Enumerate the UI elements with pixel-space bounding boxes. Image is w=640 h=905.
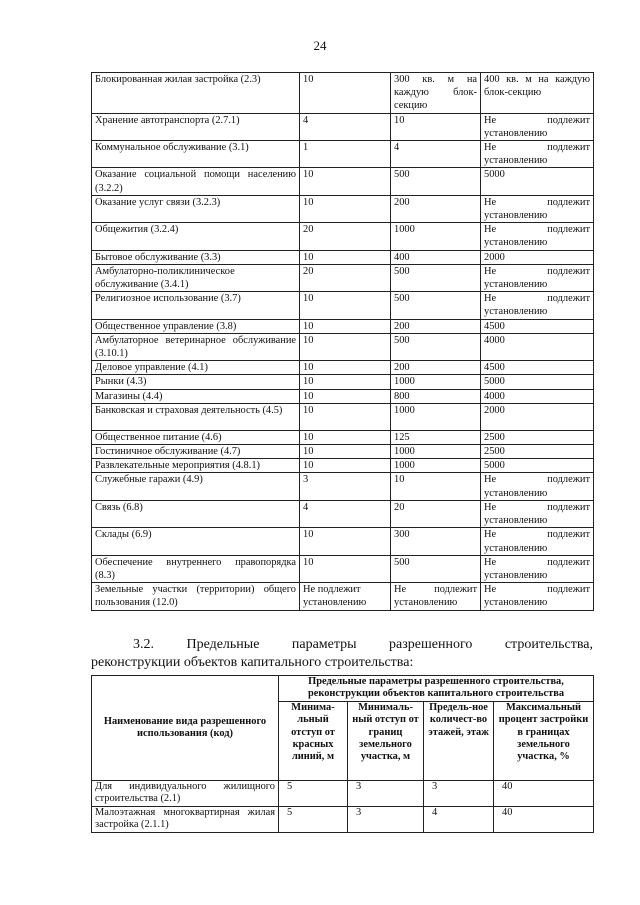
min-plot-area-cell: 10 bbox=[300, 375, 391, 389]
max-area-cell: 5000 bbox=[481, 168, 594, 195]
max-area-cell: 4000 bbox=[481, 333, 594, 360]
use-type-cell: Коммунальное обслуживание (3.1) bbox=[92, 141, 300, 168]
min-plot-area-cell: 4 bbox=[300, 113, 391, 140]
table-row bbox=[92, 264, 594, 291]
table-row bbox=[92, 500, 594, 527]
min-plot-area-cell: 10 bbox=[300, 430, 391, 444]
header-use-type: Наименование вида разрешенного использования (код) bbox=[92, 676, 279, 781]
min-area-cell: 125 bbox=[391, 430, 481, 444]
use-type-cell: Блокированная жилая застройка (2.3) bbox=[92, 73, 300, 114]
heading-word: Предельные bbox=[186, 637, 260, 652]
table-row bbox=[92, 195, 594, 222]
heading-word: параметры bbox=[291, 637, 357, 652]
min-area-cell: 400 bbox=[391, 250, 481, 264]
header-max-floors: Предель-ное количест-во этажей, этаж bbox=[424, 701, 494, 780]
heading-line-2: реконструкции объектов капитального строительства: bbox=[91, 655, 414, 670]
table-row bbox=[92, 403, 594, 430]
table-row bbox=[92, 459, 594, 473]
min-area-cell: 500 bbox=[391, 333, 481, 360]
use-type-cell: Религиозное использование (3.7) bbox=[92, 292, 300, 319]
max-floors-cell: 4 bbox=[424, 806, 494, 832]
max-area-cell: Не подлежит установлению bbox=[481, 583, 594, 610]
min-area-cell: 200 bbox=[391, 361, 481, 375]
table-row bbox=[92, 780, 594, 806]
max-area-cell: Не подлежит установлению bbox=[481, 555, 594, 582]
min-plot-area-cell: 20 bbox=[300, 264, 391, 291]
min-plot-area-cell: Не подлежит установлению bbox=[300, 583, 391, 610]
use-type-cell: Общественное питание (4.6) bbox=[92, 430, 300, 444]
max-coverage-cell: 40 bbox=[494, 780, 594, 806]
max-area-cell: Не подлежит установлению bbox=[481, 264, 594, 291]
min-area-cell: 10 bbox=[391, 113, 481, 140]
min-area-cell: Не подлежит установлению bbox=[391, 583, 481, 610]
min-area-cell: 1000 bbox=[391, 459, 481, 473]
use-type-cell: Служебные гаражи (4.9) bbox=[92, 473, 300, 500]
table-row bbox=[92, 375, 594, 389]
header-boundary-setback: Минималь-ный отступ от границ земельного участка, м bbox=[348, 701, 424, 780]
use-type-cell: Амбулаторное ветеринарное обслуживание (3.10.1) bbox=[92, 333, 300, 360]
max-area-cell: 400 кв. м на каждую блок-секцию bbox=[481, 73, 594, 114]
min-area-cell: 500 bbox=[391, 555, 481, 582]
table-row bbox=[92, 223, 594, 250]
min-area-cell: 300 кв. м на каждую блок-секцию bbox=[391, 73, 481, 114]
min-area-cell: 300 bbox=[391, 528, 481, 555]
use-type-cell: Оказание социальной помощи населению (3.2.2) bbox=[92, 168, 300, 195]
zoning-parameters-table bbox=[91, 72, 594, 611]
use-type-cell: Банковская и страховая деятельность (4.5) bbox=[92, 403, 300, 430]
min-area-cell: 4 bbox=[391, 141, 481, 168]
min-area-cell: 1000 bbox=[391, 403, 481, 430]
table-row bbox=[92, 806, 594, 832]
min-plot-area-cell: 10 bbox=[300, 555, 391, 582]
min-area-cell: 20 bbox=[391, 500, 481, 527]
max-area-cell: 5000 bbox=[481, 375, 594, 389]
min-area-cell: 500 bbox=[391, 292, 481, 319]
use-type-cell: Оказание услуг связи (3.2.3) bbox=[92, 195, 300, 222]
table-row bbox=[92, 473, 594, 500]
use-type-cell: Общественное управление (3.8) bbox=[92, 319, 300, 333]
min-plot-area-cell: 10 bbox=[300, 73, 391, 114]
construction-limits-table bbox=[91, 675, 594, 833]
section-heading bbox=[91, 636, 593, 672]
red-line-setback-cell: 5 bbox=[279, 806, 348, 832]
min-area-cell: 1000 bbox=[391, 223, 481, 250]
use-type-cell: Малоэтажная многоквартирная жилая застройка (2.1.1) bbox=[92, 806, 279, 832]
min-area-cell: 200 bbox=[391, 319, 481, 333]
max-area-cell: 2500 bbox=[481, 430, 594, 444]
use-type-cell: Для индивидуального жилищного строительства (2.1) bbox=[92, 780, 279, 806]
min-plot-area-cell: 10 bbox=[300, 319, 391, 333]
table-row bbox=[92, 73, 594, 114]
max-area-cell: Не подлежит установлению bbox=[481, 141, 594, 168]
min-area-cell: 200 bbox=[391, 195, 481, 222]
table-row bbox=[92, 430, 594, 444]
red-line-setback-cell: 5 bbox=[279, 780, 348, 806]
min-plot-area-cell: 4 bbox=[300, 500, 391, 527]
table-row bbox=[92, 528, 594, 555]
page-number: 24 bbox=[313, 38, 327, 53]
table-row bbox=[92, 583, 594, 610]
max-area-cell: Не подлежит установлению bbox=[481, 292, 594, 319]
use-type-cell: Гостиничное обслуживание (4.7) bbox=[92, 445, 300, 459]
min-area-cell: 500 bbox=[391, 168, 481, 195]
min-plot-area-cell: 3 bbox=[300, 473, 391, 500]
header-red-line-setback: Минима-льный отступ от красных линий, м bbox=[279, 701, 348, 780]
heading-word: строительства, bbox=[504, 637, 593, 652]
header-max-coverage: Максимальный процент застройки в границах земельного участка, % bbox=[494, 701, 594, 780]
table-row bbox=[92, 319, 594, 333]
max-area-cell: 4500 bbox=[481, 319, 594, 333]
min-plot-area-cell: 10 bbox=[300, 250, 391, 264]
max-area-cell: Не подлежит установлению bbox=[481, 528, 594, 555]
max-area-cell: 4500 bbox=[481, 361, 594, 375]
table-row bbox=[92, 361, 594, 375]
max-area-cell: Не подлежит установлению bbox=[481, 113, 594, 140]
min-area-cell: 10 bbox=[391, 473, 481, 500]
boundary-setback-cell: 3 bbox=[348, 806, 424, 832]
use-type-cell: Общежития (3.2.4) bbox=[92, 223, 300, 250]
min-plot-area-cell: 10 bbox=[300, 389, 391, 403]
section-number: 3.2. bbox=[133, 637, 154, 652]
table-row bbox=[92, 168, 594, 195]
min-plot-area-cell: 10 bbox=[300, 195, 391, 222]
use-type-cell: Хранение автотранспорта (2.7.1) bbox=[92, 113, 300, 140]
table-row bbox=[92, 389, 594, 403]
min-area-cell: 1000 bbox=[391, 375, 481, 389]
max-area-cell: Не подлежит установлению bbox=[481, 195, 594, 222]
use-type-cell: Развлекательные мероприятия (4.8.1) bbox=[92, 459, 300, 473]
max-area-cell: Не подлежит установлению bbox=[481, 473, 594, 500]
use-type-cell: Земельные участки (территории) общего пользования (12.0) bbox=[92, 583, 300, 610]
min-plot-area-cell: 10 bbox=[300, 168, 391, 195]
max-area-cell: 2000 bbox=[481, 403, 594, 430]
min-plot-area-cell: 10 bbox=[300, 333, 391, 360]
table-row bbox=[92, 445, 594, 459]
min-area-cell: 800 bbox=[391, 389, 481, 403]
min-plot-area-cell: 10 bbox=[300, 361, 391, 375]
use-type-cell: Рынки (4.3) bbox=[92, 375, 300, 389]
use-type-cell: Обеспечение внутреннего правопорядка (8.3) bbox=[92, 555, 300, 582]
max-area-cell: Не подлежит установлению bbox=[481, 500, 594, 527]
min-plot-area-cell: 10 bbox=[300, 292, 391, 319]
max-area-cell: 2000 bbox=[481, 250, 594, 264]
table-row bbox=[92, 141, 594, 168]
max-area-cell: 2500 bbox=[481, 445, 594, 459]
min-plot-area-cell: 20 bbox=[300, 223, 391, 250]
use-type-cell: Бытовое обслуживание (3.3) bbox=[92, 250, 300, 264]
use-type-cell: Деловое управление (4.1) bbox=[92, 361, 300, 375]
max-area-cell: Не подлежит установлению bbox=[481, 223, 594, 250]
max-coverage-cell: 40 bbox=[494, 806, 594, 832]
max-floors-cell: 3 bbox=[424, 780, 494, 806]
use-type-cell: Связь (6.8) bbox=[92, 500, 300, 527]
heading-word: разрешенного bbox=[389, 637, 473, 652]
table-row bbox=[92, 250, 594, 264]
min-plot-area-cell: 10 bbox=[300, 445, 391, 459]
min-plot-area-cell: 10 bbox=[300, 403, 391, 430]
use-type-cell: Магазины (4.4) bbox=[92, 389, 300, 403]
min-area-cell: 500 bbox=[391, 264, 481, 291]
min-plot-area-cell: 10 bbox=[300, 528, 391, 555]
use-type-cell: Амбулаторно-поликлиническое обслуживание (3.4.1) bbox=[92, 264, 300, 291]
table-row bbox=[92, 113, 594, 140]
use-type-cell: Склады (6.9) bbox=[92, 528, 300, 555]
max-area-cell: 5000 bbox=[481, 459, 594, 473]
table-row bbox=[92, 333, 594, 360]
boundary-setback-cell: 3 bbox=[348, 780, 424, 806]
table-row bbox=[92, 292, 594, 319]
min-area-cell: 1000 bbox=[391, 445, 481, 459]
header-limits-group: Предельные параметры разрешенного строительства, реконструкции объектов капитального строительства bbox=[279, 676, 594, 702]
max-area-cell: 4000 bbox=[481, 389, 594, 403]
table-row bbox=[92, 555, 594, 582]
min-plot-area-cell: 1 bbox=[300, 141, 391, 168]
min-plot-area-cell: 10 bbox=[300, 459, 391, 473]
